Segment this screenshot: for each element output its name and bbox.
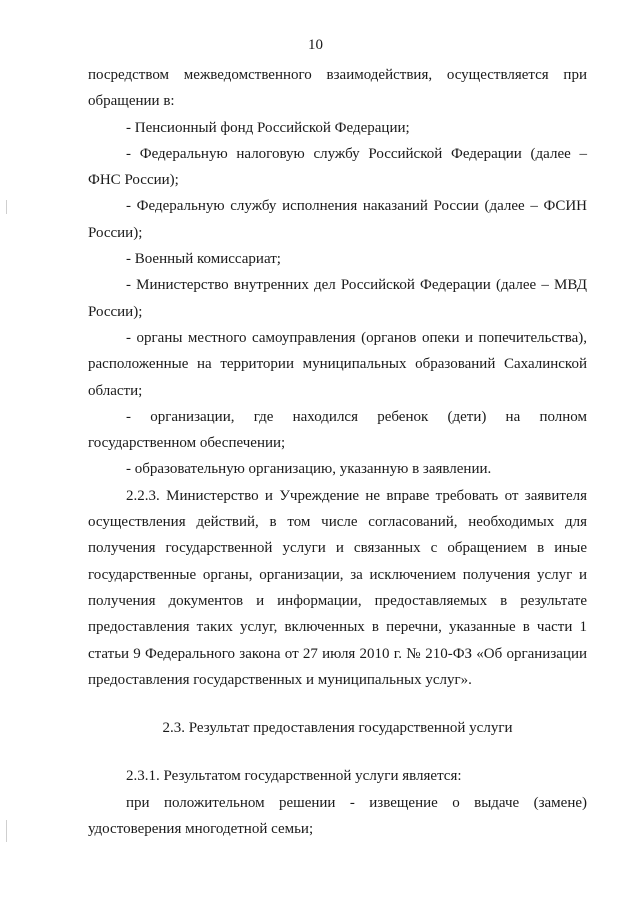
page-number: 10 <box>308 37 323 53</box>
paragraphs-top <box>88 62 587 693</box>
paragraph-pfr: - Пенсионный фонд Российской Федерации; <box>126 119 410 136</box>
paragraphs-bottom <box>88 763 587 842</box>
paragraph-voenkom: - Военный комиссариат; <box>126 251 281 268</box>
paragraph-gos-obesp: - организации, где находился ребенок (дети) на полном государственном обеспечении; <box>88 408 587 452</box>
scan-artifact <box>6 200 7 214</box>
paragraph-p-2-2-3: 2.2.3. Министерство и Учреждение не вправе требовать от заявителя осуществления действий, в том числе согласований, необходимых для получения государственной услуги и связанных с обращением в иные государственные органы, организации, за исключением получения услуг и получения документов и информации, предоставляемых в результате предоставления таких услуг, включенных в перечни, указанные в части 1 статьи 9 Федерального закона от 27 июля 2010 г. № 210-ФЗ «Об организации предоставления государственных и муниципальных услуг». <box>88 487 587 688</box>
paragraph-fns: - Федеральную налоговую службу Российской Федерации (далее – ФНС России); <box>88 145 587 189</box>
paragraph-intro: посредством межведомственного взаимодействия, осуществляется при обращении в: <box>88 67 587 110</box>
scan-artifact <box>6 820 7 842</box>
paragraph-fsin: - Федеральную службу исполнения наказаний России (далее – ФСИН России); <box>88 198 587 241</box>
paragraph-p-2-3-1: 2.3.1. Результатом государственной услуги является: <box>126 768 462 785</box>
paragraph-positive: при положительном решении - извещение о выдаче (замене) удостоверения многодетной семьи; <box>88 794 587 838</box>
paragraph-opeka: - органы местного самоуправления (органов опеки и попечительства), расположенные на территории муниципальных образований Сахалинской области; <box>88 329 587 399</box>
paragraph-obraz: - образовательную организацию, указанную в заявлении. <box>126 461 492 478</box>
section-heading: 2.3. Результат предоставления государственной услуги <box>162 720 513 737</box>
paragraph-mvd: - Министерство внутренних дел Российской Федерации (далее – МВД России); <box>88 277 587 320</box>
document-body <box>88 62 587 842</box>
